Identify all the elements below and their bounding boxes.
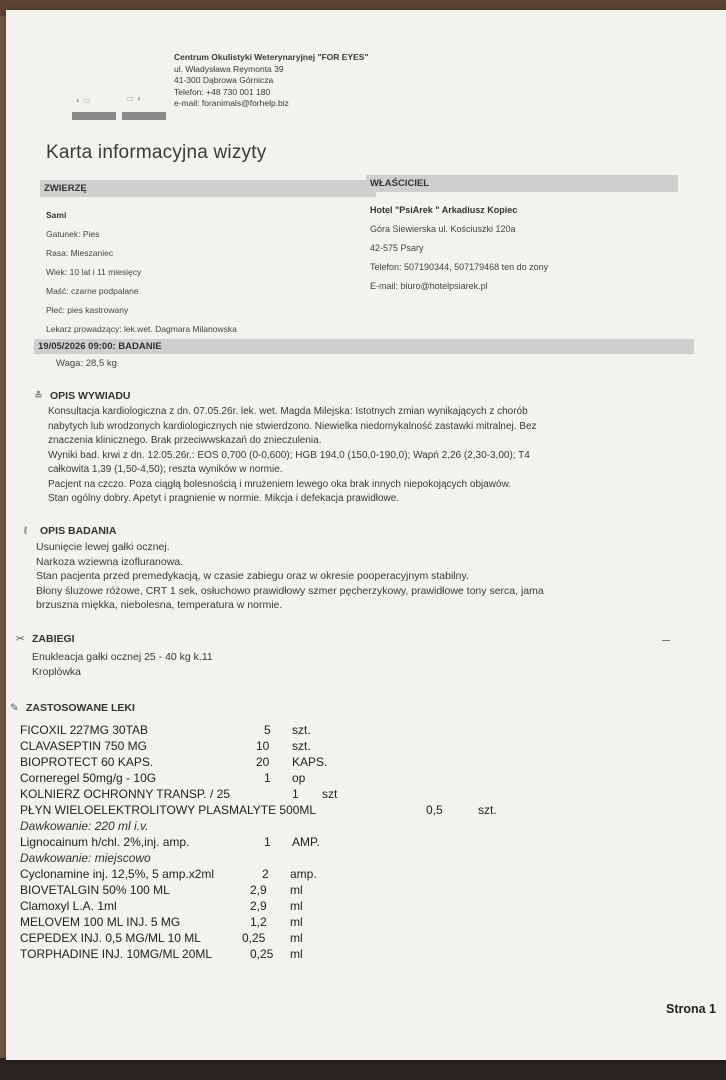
clinic-logo: ◐ ▭ ▭ ◑ — [72, 82, 172, 126]
animal-header: ZWIERZĘ — [40, 180, 376, 197]
animal-age: Wiek: 10 lat i 11 miesięcy — [46, 267, 142, 277]
animal-sex: Płeć: pies kastrowany — [46, 305, 129, 315]
drug-qty: 2,9 — [250, 899, 267, 913]
document-title: Karta informacyjna wizyty — [46, 142, 267, 163]
drug-name: Lignocainum h/chl. 2%,inj. amp. — [20, 835, 190, 849]
interview-text — [48, 405, 537, 507]
drug-qty: 10 — [256, 739, 270, 753]
drugs-title: ZASTOSOWANE LEKI — [26, 702, 135, 714]
attending-vet: Lekarz prowadzący: lek.wet. Dagmara Milanowska — [46, 324, 237, 334]
scissors-icon: ✂ — [16, 633, 25, 645]
drug-name: Cyclonamine inj. 12,5%, 5 amp.x2ml — [20, 867, 215, 881]
drug-unit: szt — [322, 787, 338, 801]
exam-line: Błony śluzowe różowe, CRT 1 sek, osłuchowo prawidłowy szmer pęcherzykowy, prawidłowe tony serca, jama — [36, 584, 544, 597]
interview-line: nabytych lub wrodzonych kardiologicznych nie stwierdzono. Niewielka niedomykalność zastawki mitralnej. Bez — [48, 420, 537, 432]
drugs-heading — [10, 702, 135, 714]
drug-qty: 5 — [264, 723, 271, 737]
clinic-street: ul. Władysława Reymonta 39 — [174, 63, 284, 74]
drug-unit: ml — [290, 899, 303, 913]
procedures-text — [32, 650, 213, 679]
drug-unit: szt. — [292, 723, 311, 737]
interview-title: OPIS WYWIADU — [50, 390, 131, 402]
drug-qty: 2,9 — [250, 883, 267, 897]
clinic-email: e-mail: foranimals@forhelp.biz — [174, 98, 289, 108]
clinic-phone: Telefon: +48 730 001 180 — [174, 86, 271, 97]
clinic-name: Centrum Okulistyki Weterynaryjnej "FOR EYES" — [174, 52, 369, 62]
drug-unit: KAPS. — [292, 755, 328, 769]
drug-qty: 0,25 — [250, 947, 274, 961]
procedures-heading — [16, 633, 75, 645]
exam-line: Stan pacjenta przed premedykacją, w czasie zabiegu oraz w okresie pooperacyjnym stabilny. — [36, 570, 469, 582]
drug-qty: 1 — [292, 787, 299, 801]
procedure-line: Kroplówka — [32, 665, 82, 678]
clinic-address — [174, 52, 369, 110]
drug-name: Corneregel 50mg/g - 10G — [20, 771, 157, 785]
drug-qty: 1 — [264, 771, 271, 785]
interview-line: znaczenia klinicznego. Brak przeciwwskazań do znieczulenia. — [48, 435, 322, 446]
animal-name: Sami — [46, 210, 67, 220]
drug-name: Clamoxyl L.A. 1ml — [20, 899, 117, 913]
procedures-title: ZABIEGI — [32, 633, 75, 645]
owner-street: Góra Siewierska ul. Kościuszki 120a — [370, 224, 516, 234]
stray-mark — [662, 640, 670, 641]
drug-name: TORPHADINE INJ. 10MG/ML 20ML — [20, 947, 213, 961]
owner-header: WŁAŚCICIEL — [366, 175, 678, 192]
exam-title: OPIS BADANIA — [40, 525, 117, 537]
drug-dosage: Dawkowanie: miejscowo — [20, 851, 151, 865]
interview-line: Wyniki bad. krwi z dn. 12.05.26r.: EOS 0,700 (0-0,600); HGB 194,0 (150,0-190,0); Wapń 2,26 (2,30-3,00); T4 — [48, 449, 530, 461]
drug-name: KOLNIERZ OCHRONNY TRANSP. / 25 — [20, 787, 231, 801]
drug-qty: 1 — [264, 835, 271, 849]
exam-line: Usunięcie lewej gałki ocznej. — [36, 541, 170, 553]
drug-unit: szt. — [292, 739, 311, 753]
drug-unit: op — [292, 771, 306, 785]
drug-qty: 0,5 — [426, 803, 443, 817]
drug-unit: ml — [290, 915, 303, 929]
exam-text — [36, 540, 544, 613]
interview-line: Pacjent na czczo. Poza ciągłą bolesnością i mrużeniem lewego oka brak innych niepokojących objawów. — [48, 478, 512, 490]
drug-unit: ml — [290, 883, 303, 897]
exam-line: Narkoza wziewna izofluranowa. — [36, 555, 184, 568]
drug-qty: 2 — [262, 867, 269, 881]
drug-name: FICOXIL 227MG 30TAB — [20, 723, 149, 737]
visit-header: 19/05/2026 09:00: BADANIE — [34, 339, 694, 354]
owner-city: 42-575 Psary — [370, 243, 424, 253]
interview-heading — [34, 390, 131, 402]
page-number: Strona 1 — [665, 1002, 716, 1016]
drug-dosage: Dawkowanie: 220 ml i.v. — [20, 819, 149, 833]
drug-qty: 0,25 — [242, 931, 266, 945]
clinic-city: 41-300 Dąbrowa Górnicza — [174, 75, 274, 85]
drug-name: CEPEDEX INJ. 0,5 MG/ML 10 ML — [20, 931, 201, 945]
animal-color: Maść: czarne podpalane — [46, 286, 139, 296]
drug-unit: AMP. — [292, 835, 320, 849]
drug-unit: ml — [290, 931, 303, 945]
drug-unit: szt. — [478, 803, 497, 817]
drug-name: CLAVASEPTIN 750 MG — [20, 739, 147, 753]
drug-unit: ml — [290, 947, 303, 961]
drug-name: BIOVETALGIN 50% 100 ML — [20, 883, 170, 897]
clipboard-icon: ≛ — [34, 390, 43, 402]
interview-line: Stan ogólny dobry. Apetyt i pragnienie w normie. Mikcja i defekacja prawidłowe. — [48, 493, 400, 504]
drug-qty: 20 — [256, 755, 270, 769]
stethoscope-icon: ℓ — [24, 525, 28, 537]
animal-details — [46, 206, 237, 339]
procedure-line: Enukleacja gałki ocznej 25 - 40 kg k.11 — [32, 651, 213, 663]
owner-phone: Telefon: 507190344, 507179468 ten do zony — [370, 262, 549, 272]
exam-line: brzuszna miękka, niebolesna, temperatura w normie. — [36, 599, 283, 611]
table-surface-bottom — [0, 1058, 726, 1080]
syringe-icon: ✎ — [10, 702, 19, 714]
interview-line: Konsultacja kardiologiczna z dn. 07.05.26r. lek. wet. Magda Milejska: Istotnych zmian wynikających z chorób — [48, 406, 528, 417]
animal-breed: Rasa: Mieszaniec — [46, 248, 114, 258]
animal-species: Gatunek: Pies — [46, 229, 100, 239]
exam-heading — [24, 525, 116, 537]
drug-unit: amp. — [290, 867, 317, 881]
owner-email: E-mail: biuro@hotelpsiarek.pl — [370, 281, 488, 291]
drug-qty: 1,2 — [250, 915, 267, 929]
drug-name: BIOPROTECT 60 KAPS. — [20, 755, 154, 769]
drug-name: MELOVEM 100 ML INJ. 5 MG — [20, 915, 181, 929]
document-page — [6, 10, 726, 1060]
interview-line: całkowita 1,39 (1,50-4,50); reszta wyników w normie. — [48, 464, 283, 475]
owner-details — [370, 201, 548, 296]
drug-name: PŁYN WIELOELEKTROLITOWY PLASMALYTE 500ML — [20, 803, 317, 817]
owner-name: Hotel "PsiArek " Arkadiusz Kopiec — [370, 205, 518, 215]
visit-weight: Waga: 28,5 kg — [56, 358, 117, 369]
